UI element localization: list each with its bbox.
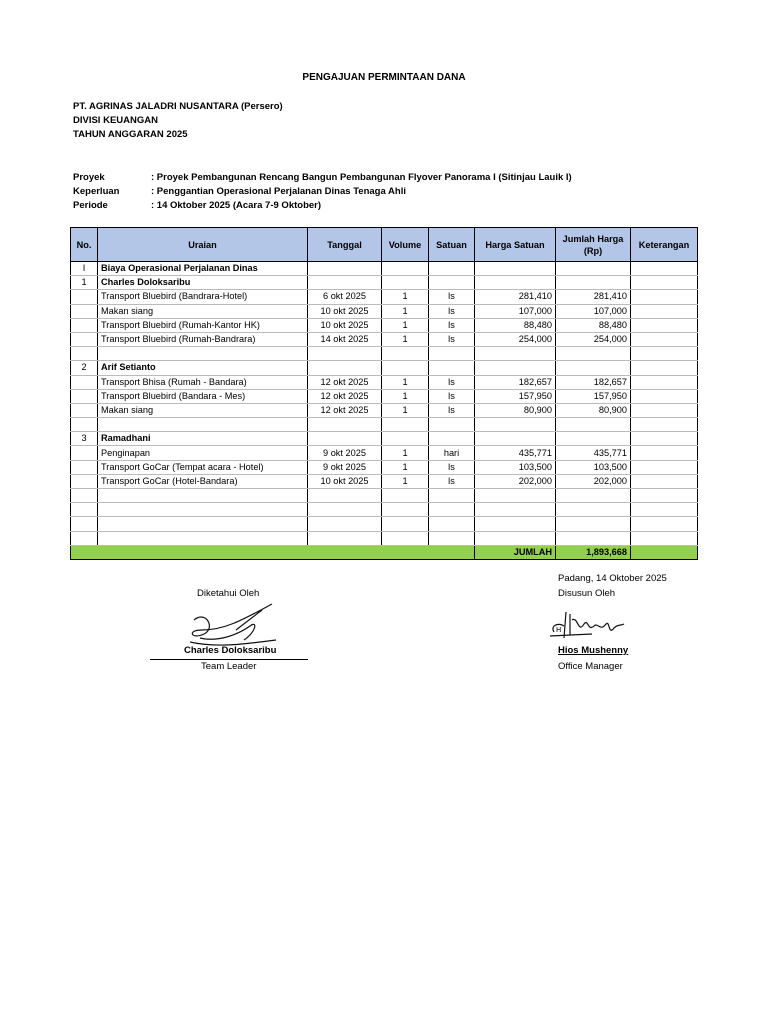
cell-harga-satuan — [475, 276, 556, 290]
cell-no — [71, 290, 98, 304]
cell-harga-satuan — [475, 517, 556, 531]
cell-harga-satuan: 281,410 — [475, 290, 556, 304]
total-spacer — [71, 545, 475, 559]
cell-tanggal: 9 okt 2025 — [308, 446, 382, 460]
document-title: PENGAJUAN PERMINTAAN DANA — [302, 72, 466, 83]
cell-harga-satuan — [475, 489, 556, 503]
expense-table — [70, 227, 698, 560]
cell-harga-satuan — [475, 531, 556, 545]
meta-value: : 14 Oktober 2025 (Acara 7-9 Oktober) — [151, 200, 322, 211]
table-row — [71, 347, 698, 361]
cell-keterangan — [631, 474, 698, 488]
cell-jumlah-harga: 80,900 — [556, 403, 631, 417]
cell-jumlah-harga — [556, 418, 631, 432]
cell-uraian: Transport GoCar (Tempat acara - Hotel) — [98, 460, 308, 474]
cell-uraian: Transport Bluebird (Rumah-Kantor HK) — [98, 318, 308, 332]
table-row — [71, 460, 698, 474]
cell-jumlah-harga — [556, 517, 631, 531]
cell-volume — [382, 517, 429, 531]
cell-uraian: Transport Bluebird (Bandara - Mes) — [98, 389, 308, 403]
cell-no — [71, 403, 98, 417]
cell-satuan: ls — [429, 460, 475, 474]
meta-period — [73, 200, 321, 211]
cell-harga-satuan: 80,900 — [475, 403, 556, 417]
cell-harga-satuan: 202,000 — [475, 474, 556, 488]
cell-volume — [382, 361, 429, 375]
cell-satuan — [429, 531, 475, 545]
cell-no — [71, 375, 98, 389]
header-harga-satuan: Harga Satuan — [475, 228, 556, 262]
table-row — [71, 375, 698, 389]
cell-uraian: Arif Setianto — [98, 361, 308, 375]
total-note — [631, 545, 698, 559]
cell-uraian — [98, 503, 308, 517]
left-signer-title: Team Leader — [201, 661, 257, 672]
table-row — [71, 276, 698, 290]
table-row — [71, 474, 698, 488]
cell-volume — [382, 347, 429, 361]
header-no: No. — [71, 228, 98, 262]
cell-uraian: Transport GoCar (Hotel-Bandara) — [98, 474, 308, 488]
cell-volume: 1 — [382, 318, 429, 332]
cell-satuan: ls — [429, 375, 475, 389]
cell-keterangan — [631, 389, 698, 403]
table-row — [71, 318, 698, 332]
cell-keterangan — [631, 290, 698, 304]
left-signer-name: Charles Doloksaribu — [184, 645, 277, 656]
meta-label: Periode — [73, 200, 108, 211]
table-row — [71, 361, 698, 375]
table-row — [71, 389, 698, 403]
cell-no — [71, 489, 98, 503]
svg-text:H: H — [556, 626, 562, 634]
cell-jumlah-harga — [556, 432, 631, 446]
cell-no — [71, 332, 98, 346]
cell-jumlah-harga — [556, 262, 631, 276]
table-row — [71, 489, 698, 503]
cell-no: 3 — [71, 432, 98, 446]
cell-harga-satuan — [475, 418, 556, 432]
cell-harga-satuan: 157,950 — [475, 389, 556, 403]
cell-harga-satuan: 88,480 — [475, 318, 556, 332]
cell-no: 1 — [71, 276, 98, 290]
cell-jumlah-harga: 157,950 — [556, 389, 631, 403]
cell-volume: 1 — [382, 290, 429, 304]
cell-tanggal — [308, 489, 382, 503]
cell-harga-satuan: 254,000 — [475, 332, 556, 346]
cell-keterangan — [631, 304, 698, 318]
cell-harga-satuan: 103,500 — [475, 460, 556, 474]
total-label: JUMLAH — [475, 545, 556, 559]
header-satuan: Satuan — [429, 228, 475, 262]
cell-tanggal: 10 okt 2025 — [308, 318, 382, 332]
cell-volume: 1 — [382, 474, 429, 488]
cell-no — [71, 318, 98, 332]
cell-tanggal — [308, 361, 382, 375]
cell-satuan: ls — [429, 403, 475, 417]
header-uraian: Uraian — [98, 228, 308, 262]
cell-keterangan — [631, 446, 698, 460]
cell-volume: 1 — [382, 389, 429, 403]
company-name: PT. AGRINAS JALADRI NUSANTARA (Persero) — [73, 101, 283, 112]
meta-label: Keperluan — [73, 186, 120, 197]
cell-no — [71, 517, 98, 531]
cell-uraian: Penginapan — [98, 446, 308, 460]
cell-jumlah-harga — [556, 276, 631, 290]
cell-volume: 1 — [382, 304, 429, 318]
cell-keterangan — [631, 503, 698, 517]
cell-satuan — [429, 262, 475, 276]
cell-uraian — [98, 418, 308, 432]
cell-no — [71, 503, 98, 517]
cell-no — [71, 418, 98, 432]
cell-volume: 1 — [382, 375, 429, 389]
cell-harga-satuan: 107,000 — [475, 304, 556, 318]
table-row — [71, 262, 698, 276]
cell-no — [71, 446, 98, 460]
cell-keterangan — [631, 276, 698, 290]
cell-satuan: hari — [429, 446, 475, 460]
cell-satuan — [429, 489, 475, 503]
cell-satuan: ls — [429, 332, 475, 346]
cell-uraian — [98, 531, 308, 545]
cell-satuan — [429, 347, 475, 361]
cell-volume — [382, 276, 429, 290]
cell-harga-satuan — [475, 361, 556, 375]
cell-keterangan — [631, 432, 698, 446]
cell-satuan: ls — [429, 389, 475, 403]
cell-satuan: ls — [429, 304, 475, 318]
table-row — [71, 304, 698, 318]
cell-uraian: Makan siang — [98, 304, 308, 318]
table-row — [71, 531, 698, 545]
cell-tanggal: 12 okt 2025 — [308, 375, 382, 389]
cell-jumlah-harga: 182,657 — [556, 375, 631, 389]
cell-no — [71, 474, 98, 488]
right-signer-name: Hios Mushenny — [558, 645, 629, 656]
cell-no — [71, 304, 98, 318]
cell-satuan: ls — [429, 290, 475, 304]
table-row — [71, 432, 698, 446]
cell-no: I — [71, 262, 98, 276]
header-jumlah-harga: Jumlah Harga (Rp) — [556, 228, 631, 262]
cell-jumlah-harga: 435,771 — [556, 446, 631, 460]
cell-satuan: ls — [429, 474, 475, 488]
cell-tanggal: 10 okt 2025 — [308, 304, 382, 318]
cell-jumlah-harga — [556, 503, 631, 517]
cell-satuan — [429, 276, 475, 290]
cell-uraian — [98, 517, 308, 531]
cell-tanggal — [308, 276, 382, 290]
cell-volume — [382, 503, 429, 517]
cell-uraian: Makan siang — [98, 403, 308, 417]
cell-no — [71, 531, 98, 545]
cell-harga-satuan: 435,771 — [475, 446, 556, 460]
cell-keterangan — [631, 531, 698, 545]
cell-volume — [382, 418, 429, 432]
cell-jumlah-harga: 107,000 — [556, 304, 631, 318]
cell-keterangan — [631, 332, 698, 346]
cell-no — [71, 347, 98, 361]
cell-tanggal: 9 okt 2025 — [308, 460, 382, 474]
cell-uraian: Ramadhani — [98, 432, 308, 446]
cell-satuan — [429, 361, 475, 375]
cell-keterangan — [631, 262, 698, 276]
total-value: 1,893,668 — [556, 545, 631, 559]
cell-tanggal — [308, 531, 382, 545]
cell-keterangan — [631, 418, 698, 432]
meta-label: Proyek — [73, 172, 105, 183]
cell-uraian: Charles Doloksaribu — [98, 276, 308, 290]
right-signer-title: Office Manager — [558, 661, 623, 672]
cell-volume: 1 — [382, 460, 429, 474]
cell-harga-satuan — [475, 503, 556, 517]
table-row — [71, 418, 698, 432]
cell-jumlah-harga: 202,000 — [556, 474, 631, 488]
cell-tanggal: 14 okt 2025 — [308, 332, 382, 346]
cell-tanggal: 12 okt 2025 — [308, 389, 382, 403]
cell-tanggal — [308, 432, 382, 446]
cell-keterangan — [631, 347, 698, 361]
place-date: Padang, 14 Oktober 2025 — [558, 573, 667, 584]
total-row — [71, 545, 698, 559]
cell-harga-satuan: 182,657 — [475, 375, 556, 389]
cell-no — [71, 389, 98, 403]
table-row — [71, 332, 698, 346]
cell-jumlah-harga: 103,500 — [556, 460, 631, 474]
header-keterangan: Keterangan — [631, 228, 698, 262]
cell-uraian: Biaya Operasional Perjalanan Dinas — [98, 262, 308, 276]
meta-value: : Proyek Pembangunan Rencang Bangun Pembangunan Flyover Panorama I (Sitinjau Lauik I) — [151, 172, 572, 183]
header-tanggal: Tanggal — [308, 228, 382, 262]
right-signature-mark — [548, 606, 628, 646]
cell-keterangan — [631, 517, 698, 531]
cell-harga-satuan — [475, 432, 556, 446]
cell-jumlah-harga — [556, 347, 631, 361]
cell-uraian: Transport Bluebird (Bandrara-Hotel) — [98, 290, 308, 304]
cell-volume — [382, 489, 429, 503]
left-caption: Diketahui Oleh — [197, 588, 260, 599]
cell-keterangan — [631, 403, 698, 417]
cell-volume — [382, 262, 429, 276]
cell-volume — [382, 531, 429, 545]
cell-no — [71, 460, 98, 474]
cell-uraian: Transport Bluebird (Rumah-Bandrara) — [98, 332, 308, 346]
cell-tanggal — [308, 517, 382, 531]
cell-harga-satuan — [475, 347, 556, 361]
cell-harga-satuan — [475, 262, 556, 276]
cell-volume: 1 — [382, 446, 429, 460]
meta-value: : Penggantian Operasional Perjalanan Dinas Tenaga Ahli — [151, 186, 406, 197]
table-row — [71, 403, 698, 417]
cell-keterangan — [631, 361, 698, 375]
right-caption: Disusun Oleh — [558, 588, 616, 599]
header-volume: Volume — [382, 228, 429, 262]
table-row — [71, 290, 698, 304]
cell-uraian — [98, 489, 308, 503]
cell-tanggal — [308, 418, 382, 432]
cell-tanggal: 6 okt 2025 — [308, 290, 382, 304]
table-row — [71, 503, 698, 517]
cell-satuan: ls — [429, 318, 475, 332]
cell-keterangan — [631, 460, 698, 474]
cell-keterangan — [631, 375, 698, 389]
cell-satuan — [429, 432, 475, 446]
cell-volume: 1 — [382, 332, 429, 346]
division-name: DIVISI KEUANGAN — [73, 115, 158, 126]
cell-satuan — [429, 418, 475, 432]
left-signature-line — [150, 659, 308, 660]
table-row — [71, 517, 698, 531]
meta-project — [73, 172, 572, 183]
table-header-row — [71, 228, 698, 262]
table-row — [71, 446, 698, 460]
cell-uraian: Transport Bhisa (Rumah - Bandara) — [98, 375, 308, 389]
cell-jumlah-harga: 88,480 — [556, 318, 631, 332]
cell-uraian — [98, 347, 308, 361]
cell-volume — [382, 432, 429, 446]
cell-volume: 1 — [382, 403, 429, 417]
cell-no: 2 — [71, 361, 98, 375]
cell-tanggal — [308, 262, 382, 276]
cell-tanggal: 10 okt 2025 — [308, 474, 382, 488]
cell-keterangan — [631, 489, 698, 503]
cell-satuan — [429, 517, 475, 531]
meta-purpose — [73, 186, 406, 197]
cell-jumlah-harga — [556, 531, 631, 545]
cell-keterangan — [631, 318, 698, 332]
fiscal-year: TAHUN ANGGARAN 2025 — [73, 129, 188, 140]
cell-jumlah-harga — [556, 489, 631, 503]
cell-tanggal — [308, 347, 382, 361]
cell-tanggal: 12 okt 2025 — [308, 403, 382, 417]
cell-jumlah-harga — [556, 361, 631, 375]
cell-satuan — [429, 503, 475, 517]
cell-jumlah-harga: 254,000 — [556, 332, 631, 346]
cell-tanggal — [308, 503, 382, 517]
cell-jumlah-harga: 281,410 — [556, 290, 631, 304]
